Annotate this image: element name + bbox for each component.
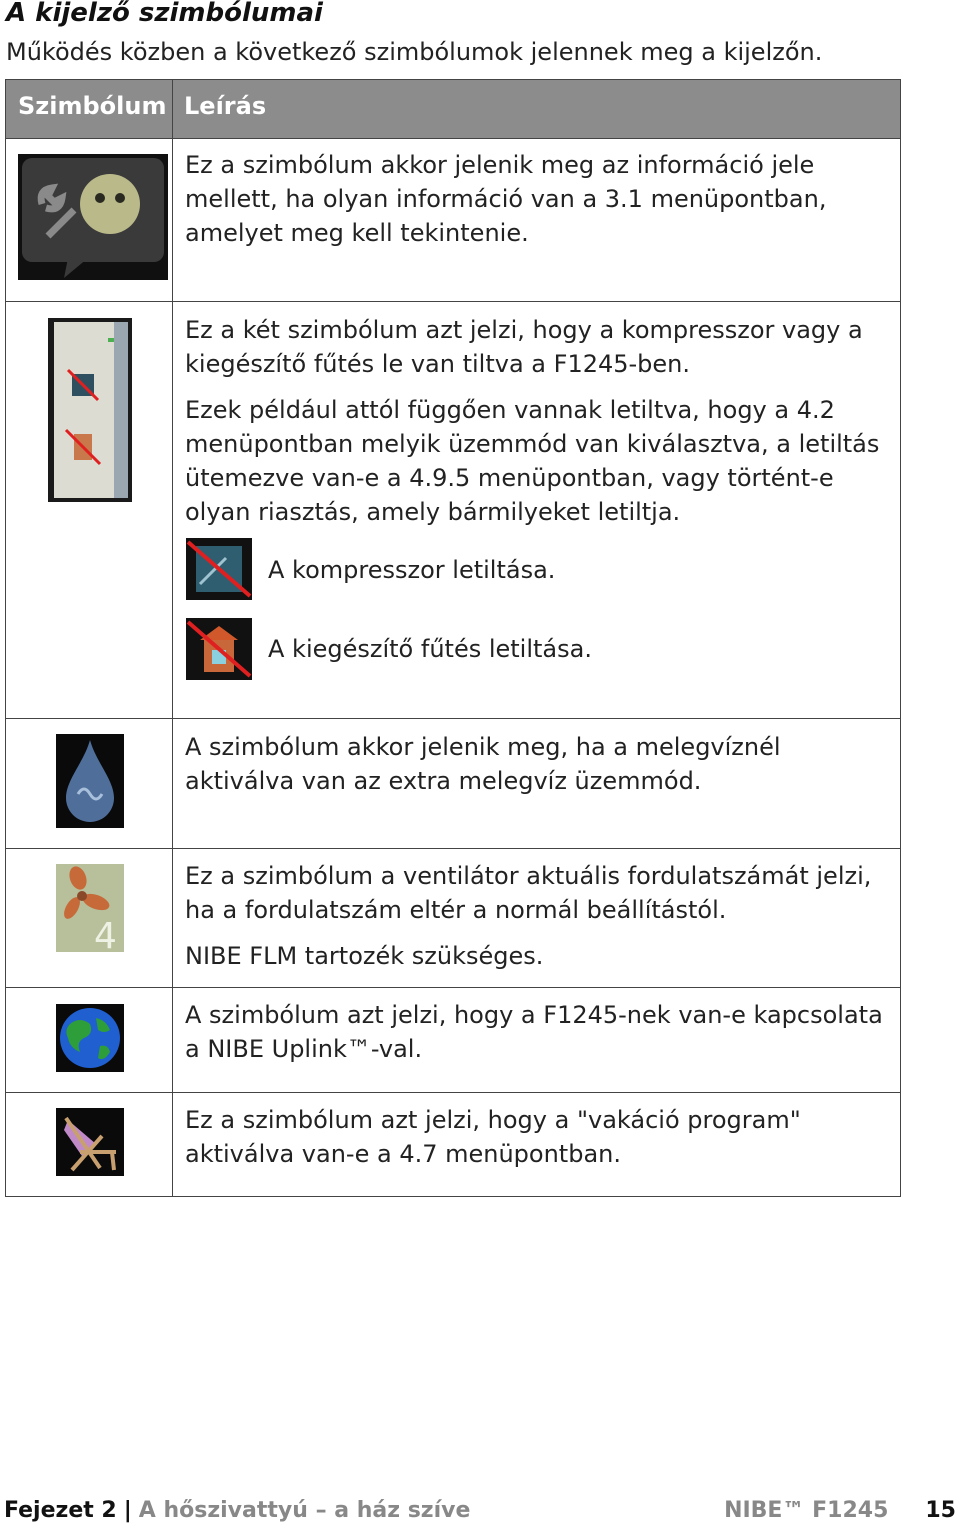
- footer-chapter-number: Fejezet 2: [4, 1498, 117, 1523]
- fan-speed-value: 4: [94, 916, 117, 952]
- blocked-functions-icon: [48, 318, 132, 502]
- additional-heat-blocked-label: A kiegészítő fűtés letiltása.: [268, 635, 592, 663]
- deck-chair-icon: [56, 1108, 124, 1176]
- row6-description: Ez a szimbólum azt jelzi, hogy a "vakáció program" aktiválva van-e a 4.7 menüpontban.: [185, 1106, 801, 1168]
- water-drop-icon: [56, 734, 124, 828]
- row4-description-2: NIBE FLM tartozék szükséges.: [185, 942, 544, 970]
- row3-description: A szimbólum akkor jelenik meg, ha a melegvíznél aktiválva van az extra melegvíz üzemmód.: [185, 733, 781, 795]
- compressor-blocked-label: A kompresszor letiltása.: [268, 556, 556, 584]
- footer-chapter-title: A hőszivattyú – a ház szíve: [138, 1498, 471, 1523]
- row4-description-1: Ez a szimbólum a ventilátor aktuális fordulatszámát jelzi, ha a fordulatszám eltér a normál beállítástól.: [185, 862, 872, 924]
- row-divider: [6, 718, 900, 719]
- intro-text: Működés közben a következő szimbólumok jelennek meg a kijelzőn.: [6, 38, 823, 66]
- row-divider: [6, 987, 900, 988]
- row-divider: [6, 1092, 900, 1093]
- header-description: Leírás: [184, 92, 267, 120]
- row2-description-2: Ezek például attól függően vannak letiltva, hogy a 4.2 menüpontban melyik üzemmód van kiválasztva, a letiltás ütemezve van-e a 4.9.5 menüpontban, vagy történt-e olyan riasztás, amely bármilyeket letiltja.: [185, 396, 880, 526]
- table-header: [6, 80, 900, 139]
- footer-product: [724, 1498, 956, 1523]
- footer-chapter: [4, 1498, 470, 1523]
- globe-icon: [56, 1004, 124, 1072]
- row-divider: [6, 301, 900, 302]
- service-info-icon: [18, 154, 168, 280]
- additional-heat-blocked-icon: [186, 618, 252, 680]
- compressor-blocked-icon: [186, 538, 252, 600]
- header-symbol: Szimbólum: [18, 92, 167, 120]
- row1-description: Ez a szimbólum akkor jelenik meg az információ jele mellett, ha olyan információ van a 3.1 menüpontban, amelyet meg kell tekintenie.: [185, 151, 827, 247]
- fan-speed-icon: [56, 864, 124, 952]
- row2-description-1: Ez a két szimbólum azt jelzi, hogy a kompresszor vagy a kiegészítő fűtés le van tiltva a F1245-ben.: [185, 316, 863, 378]
- symbols-table: [5, 79, 901, 1197]
- footer-product-name: NIBE™ F1245: [724, 1498, 889, 1523]
- page-title: A kijelző szimbólumai: [6, 0, 323, 28]
- row5-description: A szimbólum azt jelzi, hogy a F1245-nek van-e kapcsolata a NIBE Uplink™-val.: [185, 1001, 883, 1063]
- footer-separator: |: [123, 1498, 132, 1523]
- page-number: 15: [925, 1498, 956, 1523]
- column-divider: [172, 80, 173, 1196]
- row-divider: [6, 848, 900, 849]
